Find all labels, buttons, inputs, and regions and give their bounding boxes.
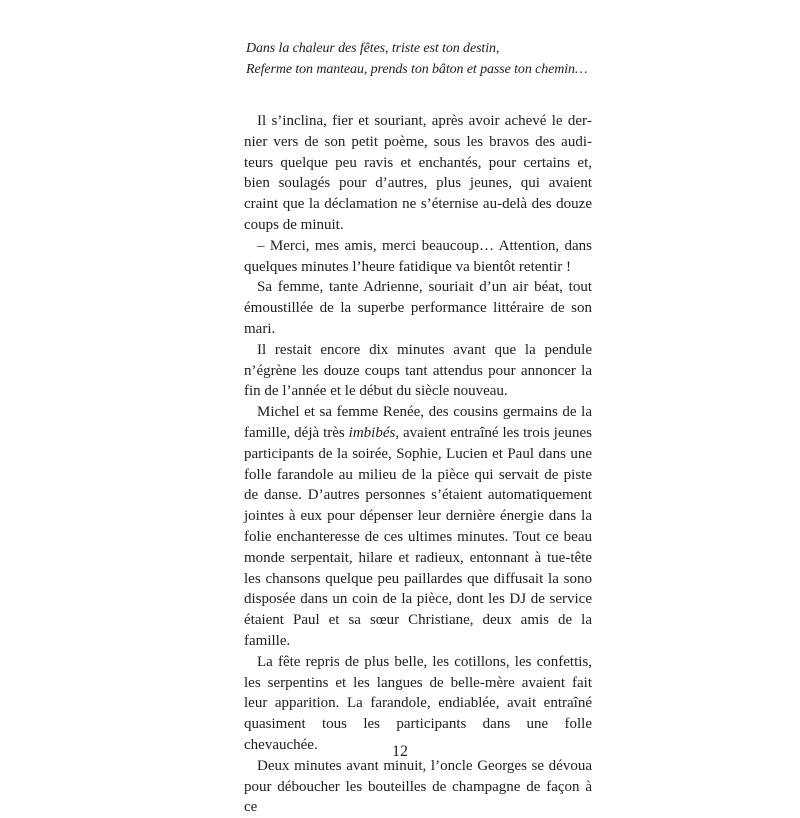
- verse-line: Referme ton manteau, prends ton bâton et passe ton chemin…: [246, 62, 588, 77]
- paragraph: Il restait encore dix minutes avant que la pendule n’égrène les douze coups tant attendus pour annoncer la fin de l’année et le début du siècle nouveau.: [244, 341, 592, 400]
- verse-line: Dans la chaleur des fêtes, triste est ton destin,: [246, 41, 500, 56]
- italic-word: imbibés: [348, 424, 396, 441]
- page-number: 12: [392, 743, 408, 760]
- paragraph-text: Michel et sa femme Renée, des cousins germains de la famille, déjà très: [244, 404, 592, 441]
- paragraph: [244, 402, 592, 652]
- paragraph: La fête repris de plus belle, les cotillons, les confettis, les serpentins et les langues de belle-mère avaient fait leur apparition. La farandole, endiablée, avait entraîné quasiment tous les participants dans une folle chevauchée.: [244, 653, 592, 753]
- dialogue-paragraph: – Merci, mes amis, merci beaucoup… Attention, dans quelques minutes l’heure fatidique va bientôt retentir !: [244, 237, 592, 275]
- paragraph-text: , avaient entraîné les trois jeunes participants de la soirée, Sophie, Lucien et Paul dans une folle farandole au milieu de la pièce qui servait de piste de danse. D’autres personnes s’étaient automatiquement jointes à eux pour dépenser leur dernière énergie dans la folie enchanteresse de ces ultimes minutes. Tout ce beau monde serpentait, hilare et radieux, entonnant à tue-tête les chansons quelque peu paillardes que diffusait la sono disposée dans un coin de la pièce, dont les DJ de service étaient Paul et sa sœur Christiane, deux amis de la famille.: [244, 424, 593, 649]
- verse-excerpt: [246, 38, 606, 80]
- paragraph: Sa femme, tante Adrienne, souriait d’un air béat, tout émoustillée de la superbe performance littéraire de son mari.: [244, 279, 592, 337]
- body-text: [244, 111, 592, 818]
- paragraph: Il s’inclina, fier et souriant, après avoir achevé le dernier vers de son petit poème, sous les bravos des auditeurs quelque peu ravis et enchantés, pour certains et, bien soulagés pour d’autres, plus jeunes, qui avaient craint que la déclamation ne s’éternise au-delà des douze coups de minuit.: [244, 113, 592, 233]
- paragraph: Deux minutes avant minuit, l’oncle Georges se dévoua pour déboucher les bouteilles de champagne de façon à ce: [244, 757, 592, 816]
